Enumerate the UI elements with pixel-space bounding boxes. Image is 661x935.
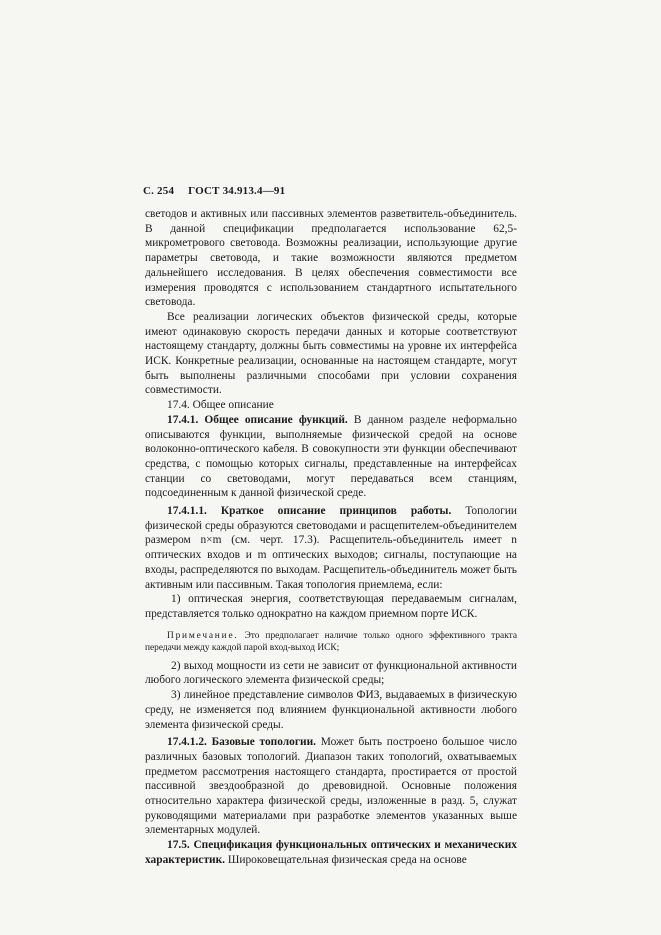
paragraph: 17.4.1.2. Базовые топологии. Может быть построено большое число различных базовых топологий. Диапазон таких топологий, охватываемых предметом рассмотрения настоящего стандарта, простирается от простой пассивной звездообразной до древовидной. Основные положения относительно характера физической среды, изложенные в разд. 5, служат руководящими материалами при разработке элементов указанных выше элементарных модулей. — [145, 736, 517, 837]
note: Примечание. Это предполагает наличие только одного эффективного тракта передачи между каждой парой вход-выход ИСК; — [145, 630, 517, 654]
subsection-title: 17.4.1.1. Краткое описание принципов работы. — [167, 505, 452, 518]
paragraph: 17.4.1.1. Краткое описание принципов работы. Топологии физической среды образуются световодами и расщепителем-объединителем размером n×m (см. черт. 17.3). Расщепитель-объединитель имеет n оптических входов и m оптических выходов; сигналы, поступающие на входы, распределяются по выходам. Расщепитель-объединитель может быть активным или пассивным. Такая топология приемлема, если: — [145, 505, 518, 591]
paragraph: 17.5. Спецификация функциональных оптических и механических характеристик. Широковещательная физическая среда на основе — [145, 839, 517, 866]
running-header — [143, 185, 285, 197]
page-number: С. 254 — [143, 185, 175, 197]
paragraph: 17.4.1. Общее описание функций. В данном разделе неформально описываются функции, выполняемые физической средой на основе волоконно-оптического кабеля. В совокупности эти функции обеспечивают средства, с помощью которых сигналы, представленные на интерфейсах станции со световодами, могут передаваться всем станциям, подсоединенным к данной физической среде. — [145, 413, 518, 500]
list-item: 3) линейное представление символов ФИЗ, выдаваемых в физическую среду, не изменяется под влиянием функциональной активности любого элемента физической среды. — [145, 689, 517, 731]
list-item: 2) выход мощности из сети не зависит от функциональной активности любого логического элемента физической среды; — [145, 659, 517, 687]
note-label: Примечание. — [167, 630, 239, 641]
paragraph: светодов и активных или пассивных элементов разветвитель-объединитель. В данной спецификации предполагается использование 62,5-микрометрового световода. Возможны реализации, использующие другие параметры световода, и такие возможности являются предметом дальнейшего исследования. В целях обеспечения совместимости все измерения проводятся с использованием стандартного испытательного световода. — [145, 208, 517, 309]
section-title: 17.5. Спецификация функциональных оптических и механических характеристик. — [145, 839, 517, 866]
body-text — [145, 207, 517, 868]
subsection-title: 17.4.1.2. Базовые топологии. — [167, 736, 317, 749]
paragraph: Все реализации логических объектов физической среды, которые имеют одинаковую скорость передачи данных и которые соответствуют настоящему стандарту, должны быть совместимы на уровне их интерфейса ИСК. Конкретные реализации, основанные на настоящем стандарте, могут быть выполнены различными способами при условии сохранения совместимости. — [145, 310, 517, 397]
standard-designation: ГОСТ 34.913.4—91 — [188, 185, 286, 197]
subsection-title: 17.4.1. Общее описание функций. — [167, 413, 348, 426]
list-item: 1) оптическая энергия, соответствующая передаваемым сигналам, представляется только однократно на каждом приемном порте ИСК. — [145, 593, 517, 620]
section-heading: 17.4. Общее описание — [167, 399, 274, 412]
